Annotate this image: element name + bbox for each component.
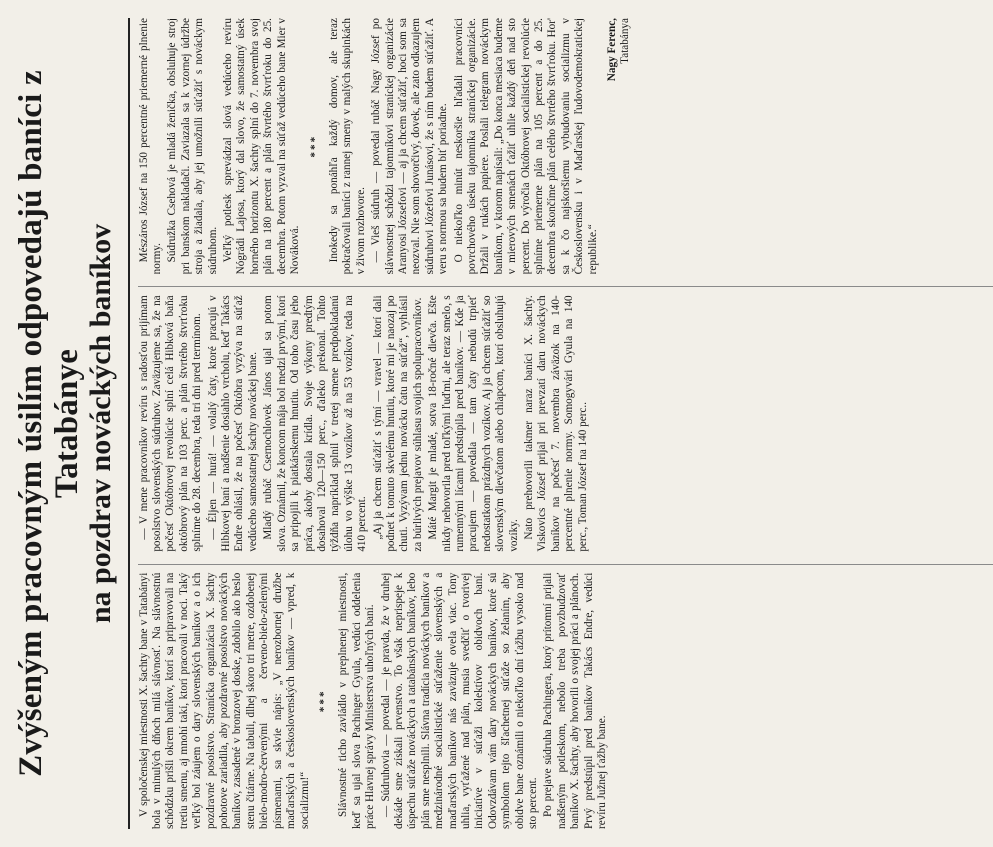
column-1	[138, 564, 993, 829]
headline-line-1: Zvýšeným pracovným úsilím odpovedajú baníci z Tatabánye	[13, 70, 85, 777]
column-3	[138, 18, 993, 274]
paragraph: Mladý rubáč Csernochlovek János ujal sa potom slova. Oznámil, že koncom mája bol medzi prvými, ktorí sa pripojili k piatkárskemu hnutiu. Od toho času jeho práca, akoby dostala krídla. Svoje výkony predtým dosahoval 120—150 perc., ďaleko prekonal. Tohto týždňa napríklad splnil v tretej smene predpokladanú úlohu vo výške 13 vozíkov až na 53 vozíkov, teda na 410 percent.	[262, 295, 369, 552]
paragraph: O niekoľko minút neskoršie hľadali pracovníci povrchového úseku tajomníka straníckej organizácie. Držali v rukách papiere. Poslali telegram nováckym baníkom, v ktorom napísali: „Do konca mesiaca budeme v mierových smenách ťažiť uhlie každý deň nad sto percent. Do výročia Októbrovej socialistickej revolúcie splníme priemerne plán na 105 percent a do 25. decembra skončíme plán celého štvrtého štvrťroku. Hor' sa k čo najskoršiemu vybudovaniu socializmu v Československu i v Maďarskej ľudovodemokratickej republike.“	[452, 18, 599, 275]
paragraph: Mészáros József na 150 percentné priemerné plnenie normy.	[137, 18, 164, 275]
headline-line-2: na pozdrav nováckých baníkov	[84, 223, 118, 624]
paragraph: Máté Margit je mladé, sotva 18-ročné dievča. Ešte nikdy nehovorila pred toľkými ľuďmi, ale teraz smelo, s rumennými lícami predstúpila pred baníkov. — Kde ja pracujem — povedala — tam čaty nebudú trpieť nedostatkom prázdnych vozíkov. Aj ja chcem súťažiť so slovenským dievčatom alebo chlapcom, ktorí obsluhujú vozíky.	[427, 295, 520, 552]
paragraph: „Aj ja chcem súťažiť s týmí — vravel — ktorí dali podnet k tomuto skvelému hnutiu, ktoré mi je naozaj po chuti. Vyzývam jednu novácku čatu na súťaž“, vyhlásil za búrlivých prejavov súhlasu svojich spolupracovníkov.	[371, 295, 424, 552]
article-headline	[14, 18, 118, 829]
paragraph: — Vieš súdruh — povedal rubáč Nagy József po slávnostnej schôdzi tajomníkovi straníckej organizácie Aranyosi Józsefovi — aj ja chcem súťažiť, hoci som sa neozval. Nie som shovorčivý, dovek, ale zato odkazujem súdruhovi Józefovi Junásovi, že s ním budem súťažiť. A veru s normou sa budem biť poriadne.	[370, 18, 450, 275]
headline-rule	[128, 18, 130, 829]
paragraph: Inokedy sa ponáhľa každý domov, ale teraz pokračovali baníci z rannej smeny v malých skupinkách v živom rozhovore.	[327, 18, 367, 275]
paragraph: — Éljen — hurá! — volalý čaty, ktoré pracujú v Hibkovej baní a nadšenie dosiahlo vrcholu, keď Takács Endre ohlásil, že na počesť Októbra vyzýva na súťaž vedúceho samostatnej šachty nováckej bane.	[206, 295, 259, 552]
section-separator: ***	[317, 689, 330, 713]
author-location: Tatabánya	[619, 18, 632, 64]
paragraph: — Súdruhovia — povedal — je pravda, že v druhej dekáde sme získali prvenstvo. To však neprispeje k úspechu súťaže nováckych a tatabánskych baníkov, lebo plán sme nesplnili. Slávna tradícia nováckych baníkov a medzinárodné socialistické súťaženie slovenských a maďarských baníkov nás zaväzuje ovela viac. Tony uhlia, vyťažené nad plán, musia svedčiť o tvorivej iniciatíve v súťaži kolektívov obidvoch baní. Odovzdávam vám dary nováckych baníkov, ktoré sú symbolom tejto šľachetnej súťaže so želaním, aby obidve bane oznámili o niekoľko dní ťažbu vysoko nad sto percent.	[379, 572, 540, 829]
paragraph: V spoločenskej miestnosti X. šachty bane v Tatabányi bola v minulých dňoch milá slávnosť. Na slávnostnú schôdzku prišli okrem baníkov, ktorí sa pripravovali na tretiu smenu, aj mnohí takí, ktorí pracovali v noci. Taký veľký bol záujem o dary slovenských baníkov a o ich pozdravné posolstvo. Stranícka organizácia X. šachty pohotove zariadila, aby pozdravné posolstvo nováckých baníkov, zasadené v bronzovej doske, zdobilo ako heslo stenu čitárne. Na tabuli, dlhej skoro tri metre, ozdobenej bielo-modro-červenými a červeno-bielo-zelenými písmenami, sa skvie nápis: „V nerozbornej družbe maďarských a československých baníkov — vpred, k socializmu!“	[137, 572, 311, 829]
author-signature: Nagy Ferenc,	[606, 18, 619, 82]
section-separator: ***	[308, 134, 321, 158]
article-columns	[138, 18, 993, 829]
paragraph: Po prejave súdruha Pachingera, ktorý prítomní prijali nadšeným potleskom, nebolo treba povzbudzovať baníkov X. šachty, aby hovorili o svojej práci a plánoch. Prvý predstúpil pred baníkov Takács Endre, vedúci revíru Južnej ťažby bane.	[542, 572, 609, 829]
paragraph: Slávnostné ticho zavládlo v preplnenej miestnosti, keď sa ujal slova Pachinger Gyula, vedúci oddelenia práce Hlavnej správy Ministerstva uhoľných baní.	[337, 572, 377, 829]
paragraph: Nato prehovorili takmer naraz baníci X. šachty. Viskovics József prijal pri prevzatí daru nováckych baníkov na počesť 7. novembra záväzok na 140-percentné plnenie normy. Somogyvári Gyula na 140 perc., Toman József na 140 perc..	[523, 295, 589, 552]
column-2	[138, 286, 993, 551]
paragraph: — V mene pracovníkov revíru s radosťou prijímam posolstvo slovenských súdruhov. Zaväzujeme sa, že na počesť Októbrovej revolúcie splní celá Hibková baňa októbrový plán na 103 perc. a plán štvrtého štvrťroku splníme do 28. decembra, teda tri dni pred termínom.	[137, 295, 204, 552]
paragraph: Súdružka Csehová je mladá ženička, obsluhuje stroj pri banskom nakladači. Zaviazala sa k vzornej údržbe stroja a žiadala, aby jej umožnili súťažiť s nováckym súdruhom.	[166, 18, 219, 275]
paragraph: Veľký potlesk sprevádzal slová vedúceho revíru Nógrádi Lajosa, ktorý dal slovo, že samostatný úsek horného horizontu X. šachty splní do 7. novembra svoj plán na 180 percent a plán štvrtého štvrťroku do 25. decembra. Potom vyzval na súťaž vedúceho bane Mier v Nováková.	[222, 18, 302, 275]
